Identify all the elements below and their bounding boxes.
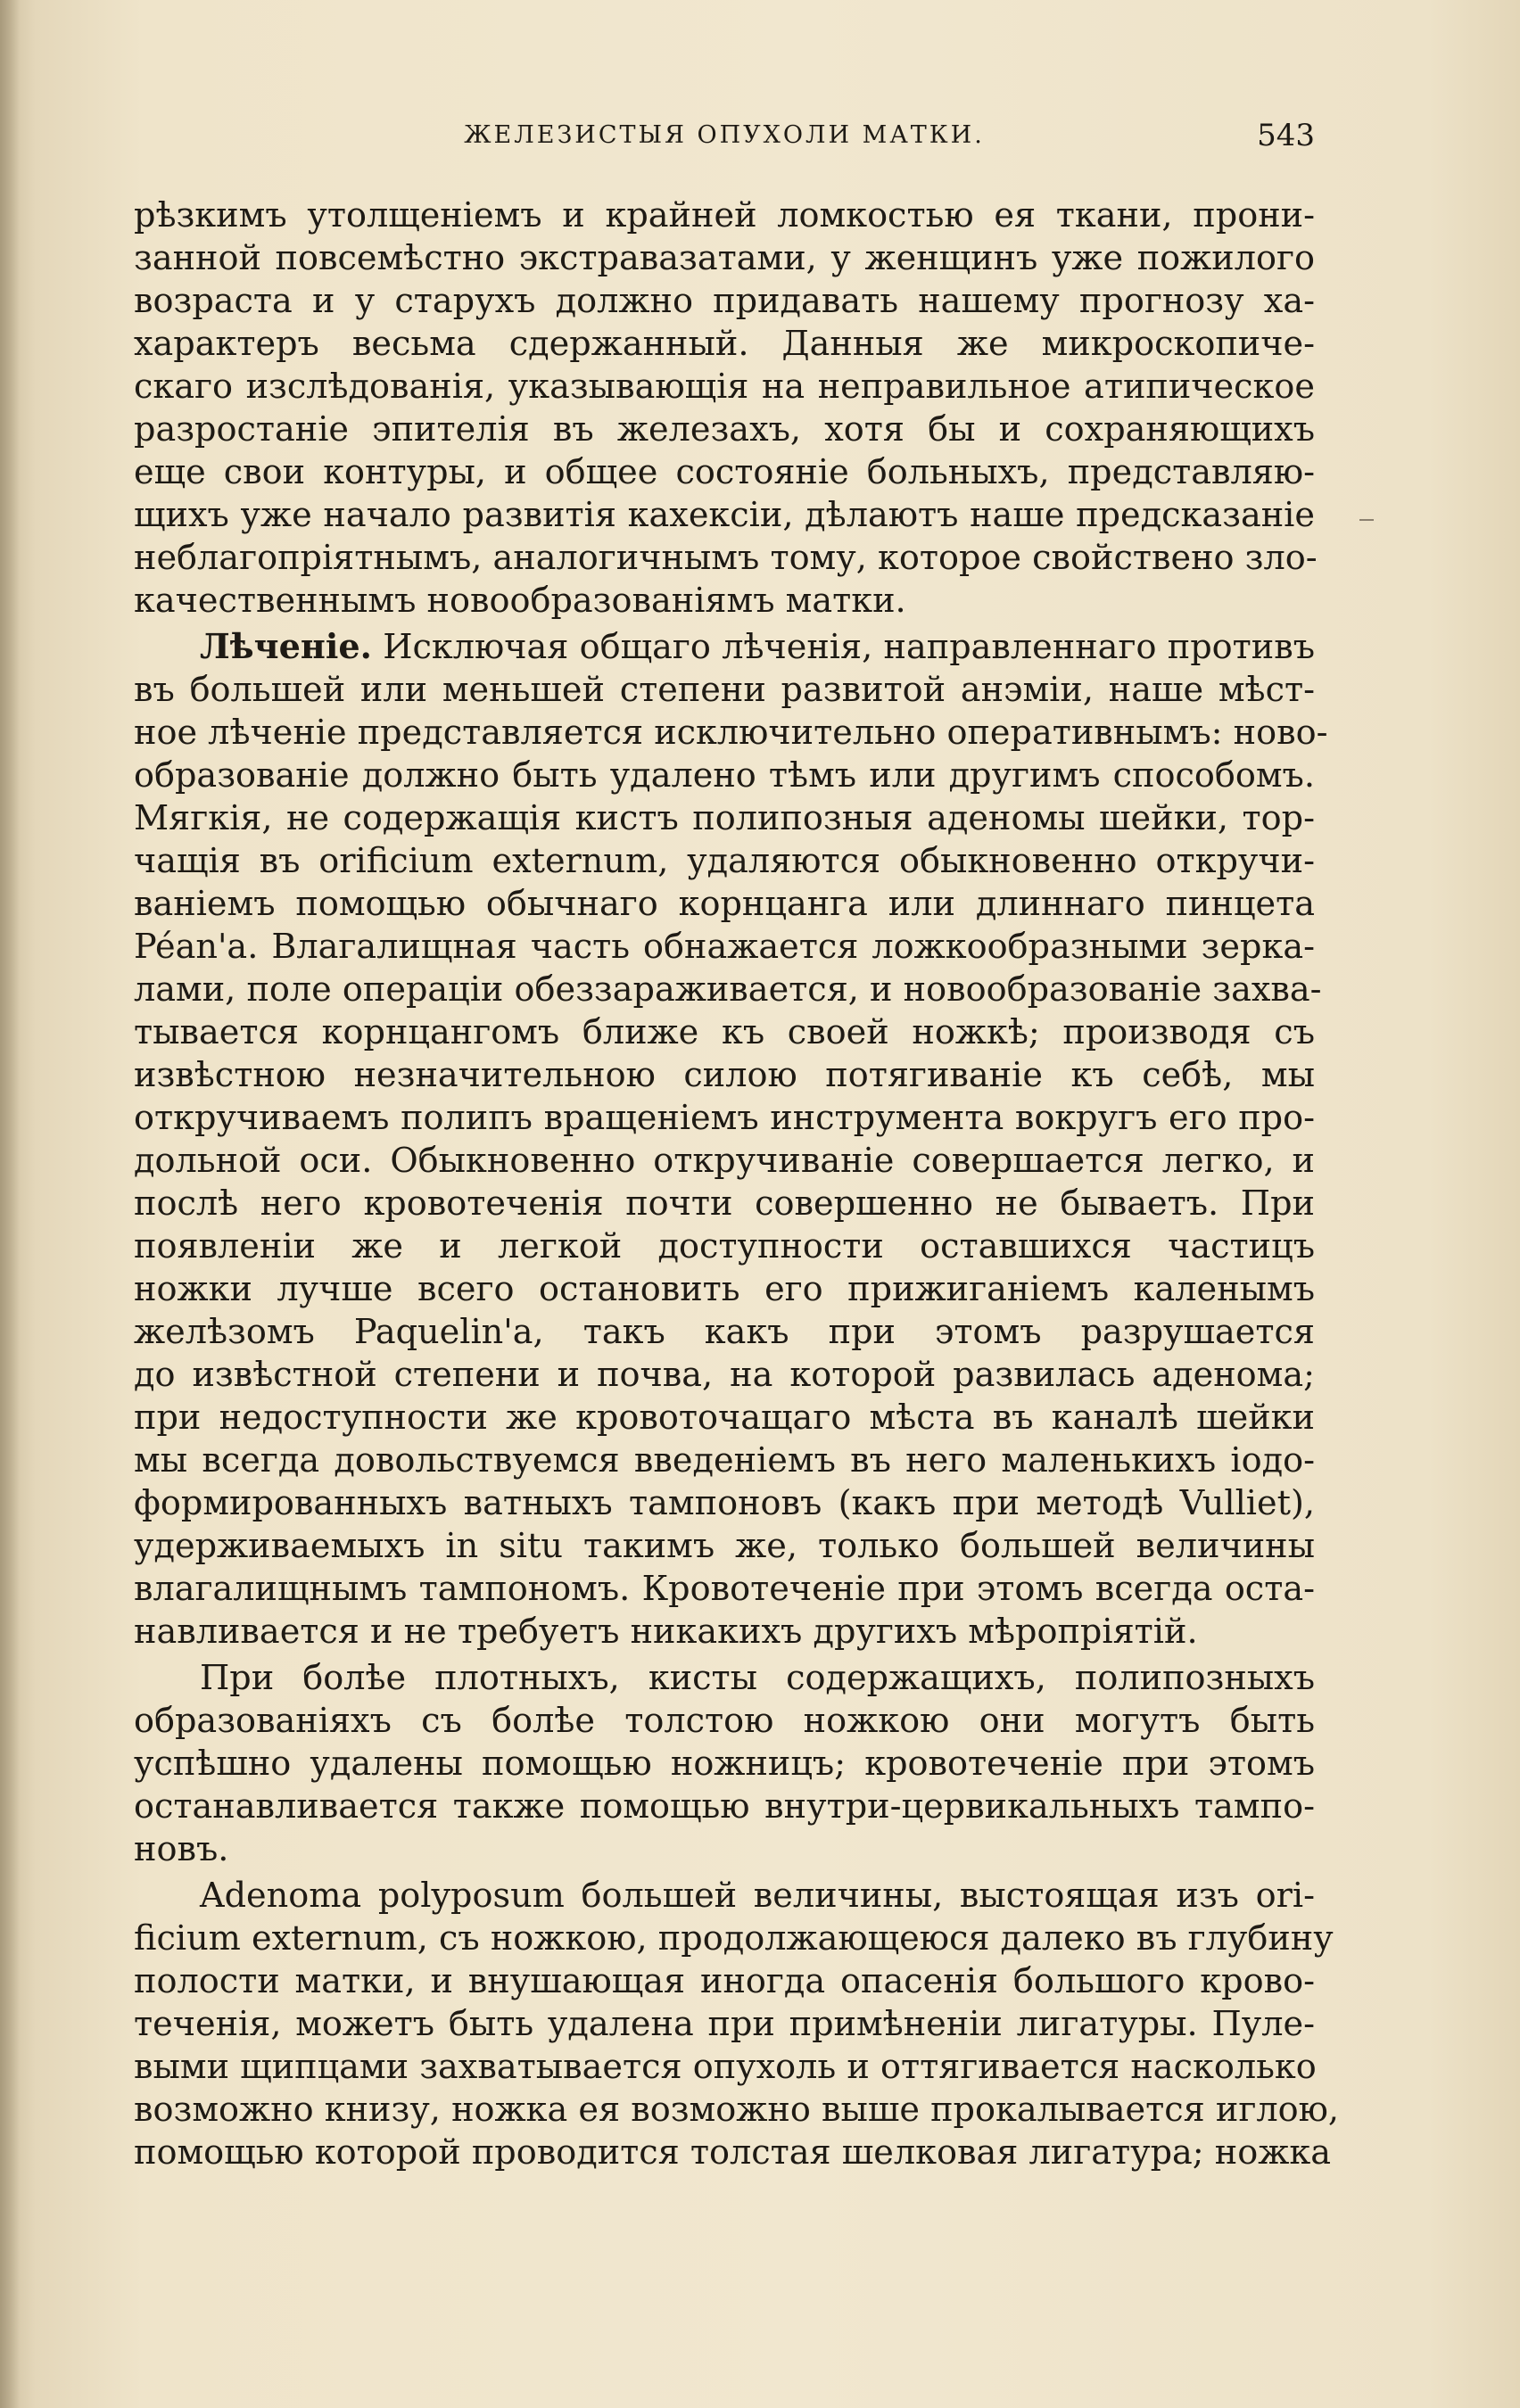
text-line: навливается и не требуетъ никакихъ другихъ мѣропріятій. [134, 1612, 1198, 1652]
text-line: до извѣстной степени и почва, на которой развилась аденома; [134, 1356, 1315, 1395]
text-line: возможно книзу, ножка ея возможно выше прокалывается иглою, [134, 2091, 1339, 2130]
text-line: характеръ весьма сдержанный. Данныя же микроскопиче- [134, 325, 1315, 364]
text-line: Péan'а. Влагалищная часть обнажается ложкообразными зерка- [134, 928, 1315, 967]
text-line: извѣстною незначительною силою потягиваніе къ себѣ, мы [134, 1056, 1315, 1095]
text-line: щихъ уже начало развитія кахексіи, дѣлаютъ наше предсказаніе [134, 496, 1315, 535]
text-line: ficium externum, съ ножкою, продолжающеюся далеко въ глубину [134, 1919, 1334, 1959]
text-line: образованіе должно быть удалено тѣмъ или другимъ способомъ. [134, 756, 1315, 796]
text-line: останавливается также помощью внутри-цервикальныхъ тампо- [134, 1787, 1315, 1827]
text-line: желѣзомъ Paquelin'а, такъ какъ при этомъ разрушается [134, 1313, 1315, 1352]
text-line: разростаніе эпителія въ железахъ, хотя бы и сохраняющихъ [134, 410, 1315, 449]
margin-mark [1359, 519, 1374, 521]
text-line: Мягкія, не содержащія кистъ полипозныя аденомы шейки, тор- [134, 799, 1315, 838]
text-line: еще свои контуры, и общее состояніе больныхъ, представляю- [134, 453, 1315, 492]
text-line: формированныхъ ватныхъ тампоновъ (какъ при методѣ Vulliet), [134, 1484, 1315, 1523]
section-lead: Лѣченіе. [200, 627, 372, 667]
text-line: въ большей или меньшей степени развитой анэміи, наше мѣст- [134, 671, 1315, 710]
text-line: тывается корнцангомъ ближе къ своей ножкѣ; производя съ [134, 1013, 1315, 1052]
paragraph-1 [134, 194, 1318, 623]
page-body [134, 194, 1339, 2178]
text-line: послѣ него кровотеченія почти совершенно не бываетъ. При [134, 1184, 1315, 1224]
page-number: 543 [1257, 118, 1315, 153]
text-line: полости матки, и внушающая иногда опасенія большого крово- [134, 1962, 1315, 2001]
running-title: ЖЕЛЕЗИСТЫЯ ОПУХОЛИ МАТКИ. [464, 121, 985, 149]
page-header [134, 118, 1315, 153]
paragraph-4 [134, 1875, 1339, 2174]
text-line: ваніемъ помощью обычнаго корнцанга или длиннаго пинцета [134, 885, 1315, 924]
text-line: теченія, можетъ быть удалена при примѣненіи лигатуры. Пуле- [134, 2005, 1315, 2044]
text-line: чащія въ orificium externum, удаляются обыкновенно откручи- [134, 842, 1315, 881]
text-line: Adenoma polyposum большей величины, выстоящая изъ ori- [200, 1876, 1315, 1916]
text-line: помощью которой проводится толстая шелковая лигатура; ножка [134, 2133, 1332, 2173]
text-line: лами, поле операціи обеззараживается, и новообразованіе захва- [134, 970, 1322, 1010]
text-line: При болѣе плотныхъ, кисты содержащихъ, полипозныхъ [200, 1659, 1315, 1698]
paragraph-3 [134, 1657, 1315, 1871]
text-line: неблагопріятнымъ, аналогичнымъ тому, которое свойствено зло- [134, 539, 1318, 578]
text-line: ное лѣченіе представляется исключительно оперативнымъ: ново- [134, 713, 1328, 753]
text-line: откручиваемъ полипъ вращеніемъ инструмента вокругъ его про- [134, 1099, 1315, 1138]
text-line: рѣзкимъ утолщеніемъ и крайней ломкостью ея ткани, прони- [134, 196, 1315, 235]
text-line: новъ. [134, 1830, 229, 1869]
text-line: качественнымъ новообразованіямъ матки. [134, 581, 906, 621]
text-line: скаго изслѣдованія, указывающія на неправильное атипическое [134, 367, 1315, 407]
text-line [134, 626, 1315, 669]
paragraph-2 [134, 626, 1328, 1653]
text-line: появленіи же и легкой доступности оставшихся частицъ [134, 1227, 1315, 1266]
text-line: при недоступности же кровоточащаго мѣста въ каналѣ шейки [134, 1398, 1315, 1438]
text-line: возраста и у старухъ должно придавать нашему прогнозу ха- [134, 282, 1315, 321]
text-line: успѣшно удалены помощью ножницъ; кровотеченіе при этомъ [134, 1744, 1315, 1784]
text-line: влагалищнымъ тампономъ. Кровотеченіе при этомъ всегда оста- [134, 1570, 1315, 1609]
text-line: выми щипцами захватывается опухоль и оттягивается насколько [134, 2048, 1317, 2087]
text-line: дольной оси. Обыкновенно откручиваніе совершается легко, и [134, 1142, 1315, 1181]
spine-shadow [0, 0, 20, 2408]
text-run: Исключая общаго лѣченія, направленнаго противъ [371, 628, 1315, 667]
text-line: удерживаемыхъ in situ такимъ же, только большей величины [134, 1527, 1315, 1566]
text-line: образованіяхъ съ болѣе толстою ножкою они могутъ быть [134, 1702, 1315, 1741]
text-line: ножки лучше всего остановить его прижиганіемъ каленымъ [134, 1270, 1315, 1309]
text-line: мы всегда довольствуемся введеніемъ въ него маленькихъ іодо- [134, 1441, 1315, 1480]
text-line: занной повсемѣстно экстравазатами, у женщинъ уже пожилого [134, 239, 1315, 278]
